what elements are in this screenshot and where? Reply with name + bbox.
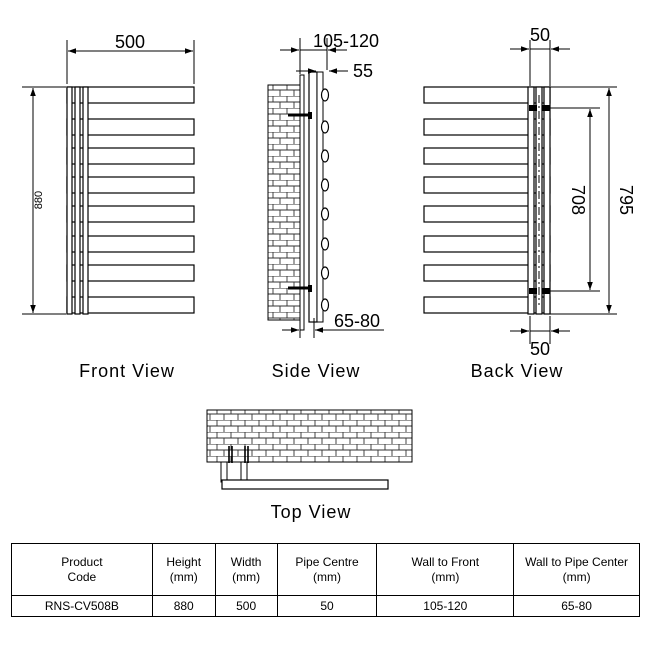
cell-height: 880 — [152, 596, 215, 617]
side-bar-end — [322, 208, 329, 220]
side-radiator-rail-front — [317, 72, 323, 322]
side-wall-to-front-dim: 105-120 — [312, 31, 380, 51]
front-view-label: Front View — [79, 361, 175, 381]
header-height: Height (mm) — [152, 544, 215, 596]
side-bar-end — [322, 299, 329, 311]
spec-table-header-row — [12, 544, 640, 596]
side-view — [268, 31, 384, 381]
front-rail-middle — [75, 87, 80, 314]
cell-wall-to-front: 105-120 — [377, 596, 514, 617]
side-radiator-rail — [309, 72, 317, 322]
header-width: Width (mm) — [215, 544, 277, 596]
back-bottom-bracket-left — [529, 288, 537, 294]
side-bar-end — [322, 267, 329, 279]
front-view — [22, 32, 194, 381]
top-view-label: Top View — [270, 502, 352, 522]
back-bottom-bracket-right — [542, 288, 550, 294]
top-wall-brick — [207, 410, 412, 462]
front-rail-outer — [67, 87, 72, 314]
header-pipe-centre: Pipe Centre (mm) — [277, 544, 377, 596]
header-product-code: Product Code — [12, 544, 153, 596]
top-pipe-right — [241, 462, 247, 482]
back-bottom-pipe-dim: 50 — [529, 339, 551, 359]
side-bar-end — [322, 121, 329, 133]
cell-wall-to-pipe-center: 65-80 — [514, 596, 640, 617]
side-wall-to-pipe-dim: 65-80 — [333, 311, 381, 331]
top-radiator-body — [222, 480, 388, 489]
header-wall-to-front: Wall to Front (mm) — [377, 544, 514, 596]
front-rail-inner — [83, 87, 88, 314]
side-wall-face — [300, 75, 304, 330]
side-bar-end — [322, 179, 329, 191]
back-inner-height-dim: 708 — [568, 184, 588, 216]
back-rail-left — [528, 87, 534, 314]
back-view — [424, 25, 636, 381]
side-wall-brick — [268, 85, 300, 320]
spec-table — [11, 543, 640, 617]
cell-width: 500 — [215, 596, 277, 617]
back-rail-right — [544, 87, 550, 314]
back-top-bracket-right — [542, 105, 550, 111]
back-outer-height-dim: 795 — [616, 184, 636, 216]
back-top-pipe-dim: 50 — [529, 25, 551, 45]
back-rail-center — [536, 87, 542, 314]
cell-product-code: RNS-CV508B — [12, 596, 153, 617]
side-bar-end — [322, 238, 329, 250]
front-width-dim: 500 — [114, 32, 146, 52]
top-pipe-left — [221, 462, 227, 482]
side-view-label: Side View — [271, 361, 361, 381]
cell-pipe-centre: 50 — [277, 596, 377, 617]
side-bar-end — [322, 89, 329, 101]
back-view-label: Back View — [470, 361, 564, 381]
table-row — [12, 596, 640, 617]
top-view — [207, 410, 412, 522]
side-bar-depth-dim: 55 — [353, 61, 374, 81]
header-wall-to-pipe-center: Wall to Pipe Center (mm) — [514, 544, 640, 596]
side-bar-end — [322, 150, 329, 162]
front-height-dim: 880 — [33, 190, 45, 210]
back-top-bracket-left — [529, 105, 537, 111]
